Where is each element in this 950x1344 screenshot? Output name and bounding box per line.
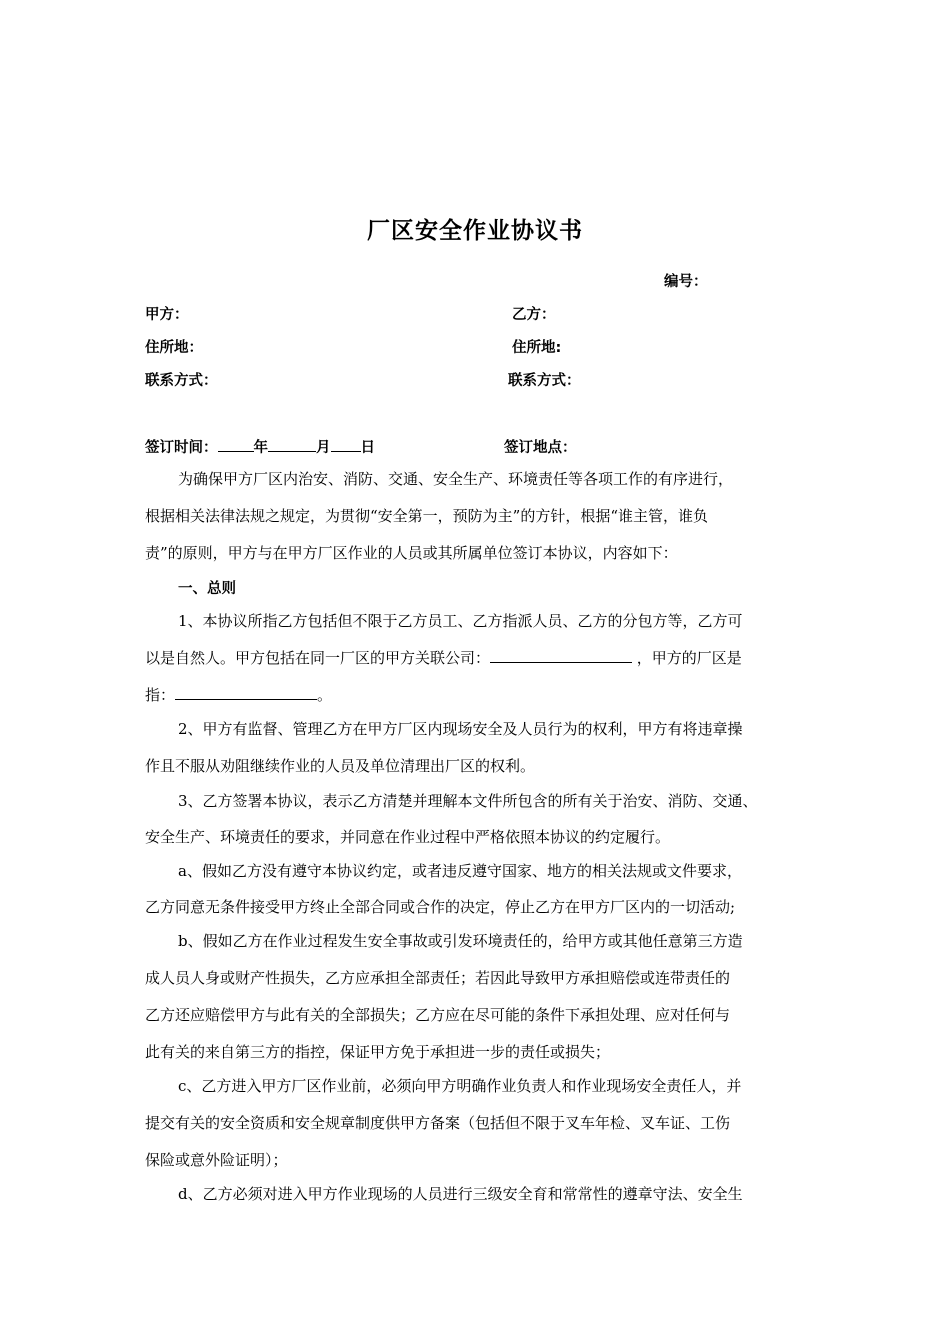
party-b-label: 乙方：: [512, 307, 556, 323]
party-a-contact-label: 联系方式：: [145, 373, 218, 389]
clause-1-affiliates-text: 以是自然人。甲方包括在同一厂区的甲方关联公司：: [145, 649, 491, 667]
party-b-address-label: 住所地:: [512, 340, 562, 356]
month-blank: [268, 437, 316, 452]
affiliate-company-blank: [490, 648, 632, 663]
signing-date-row: [145, 436, 375, 457]
clause-b-line: 乙方还应赔偿甲方与此有关的全部损失；乙方应在尽可能的条件下承担处理、应对任何与: [145, 1006, 731, 1024]
party-a-label: 甲方：: [145, 307, 189, 323]
clause-1-end-punct: 。: [317, 686, 333, 704]
clause-1-line: [145, 647, 815, 668]
signing-place-label: 签订地点：: [504, 440, 577, 456]
document-title: 厂区安全作业协议书: [367, 218, 583, 244]
clause-1-refers-text: 指：: [145, 686, 176, 704]
year-blank: [218, 437, 254, 452]
plant-location-blank: [175, 685, 317, 700]
signing-time-label: 签订时间：: [145, 440, 218, 456]
clause-1-line: 1、本协议所指乙方包括但不限于乙方员工、乙方指派人员、乙方的分包方等，乙方可: [178, 612, 743, 630]
clause-a-line: 乙方同意无条件接受甲方终止全部合同或合作的决定，停止乙方在甲方厂区内的一切活动;: [145, 898, 736, 916]
clause-b-line: b、假如乙方在作业过程发生安全事故或引发环境责任的，给甲方或其他任意第三方造: [178, 932, 743, 950]
clause-1-plant-text: ，甲方的厂区是: [632, 649, 742, 667]
month-label: 月: [316, 440, 331, 456]
day-label: 日: [360, 440, 375, 456]
clause-a-line: a、假如乙方没有遵守本协议约定，或者违反遵守国家、地方的相关法规或文件要求，: [178, 862, 742, 880]
clause-c-line: 保险或意外险证明）；: [145, 1151, 288, 1169]
clause-b-line: 成人员人身或财产性损失，乙方应承担全部责任；若因此导致甲方承担赔偿或连带责任的: [145, 969, 731, 987]
clause-c-line: c、乙方进入甲方厂区作业前，必须向甲方明确作业负责人和作业现场安全责任人，并: [178, 1077, 742, 1095]
day-blank: [331, 437, 361, 452]
clause-3-line: 安全生产、环境责任的要求，并同意在作业过程中严格依照本协议的约定履行。: [145, 828, 671, 846]
clause-b-line: 此有关的来自第三方的指控，保证甲方免于承担进一步的责任或损失；: [145, 1043, 611, 1061]
intro-line: 根据相关法律法规之规定，为贯彻“安全第一，预防为主”的方针，根据“谁主管，谁负: [145, 507, 709, 525]
party-a-address-label: 住所地：: [145, 340, 203, 356]
party-b-contact-label: 联系方式：: [508, 373, 581, 389]
clause-1-line: [145, 684, 815, 705]
section-heading: 一、总则: [178, 581, 236, 597]
clause-d-line: d、乙方必须对进入甲方作业现场的人员进行三级安全育和常常性的遵章守法、安全生: [178, 1185, 743, 1203]
intro-line: 为确保甲方厂区内治安、消防、交通、安全生产、环境责任等各项工作的有序进行，: [178, 470, 734, 488]
intro-line: 责”的原则，甲方与在甲方厂区作业的人员或其所属单位签订本协议，内容如下：: [145, 544, 678, 562]
clause-3-line: 3、乙方签署本协议，表示乙方清楚并理解本文件所包含的所有关于治安、消防、交通、: [178, 792, 758, 810]
serial-number-label: 编号：: [664, 274, 708, 290]
clause-2-line: 2、甲方有监督、管理乙方在甲方厂区内现场安全及人员行为的权利，甲方有将违章操: [178, 720, 743, 738]
year-label: 年: [253, 440, 268, 456]
clause-2-line: 作且不服从劝阻继续作业的人员及单位清理出厂区的权利。: [145, 757, 536, 775]
clause-c-line: 提交有关的安全资质和安全规章制度供甲方备案（包括但不限于叉车年检、叉车证、工伤: [145, 1114, 731, 1132]
